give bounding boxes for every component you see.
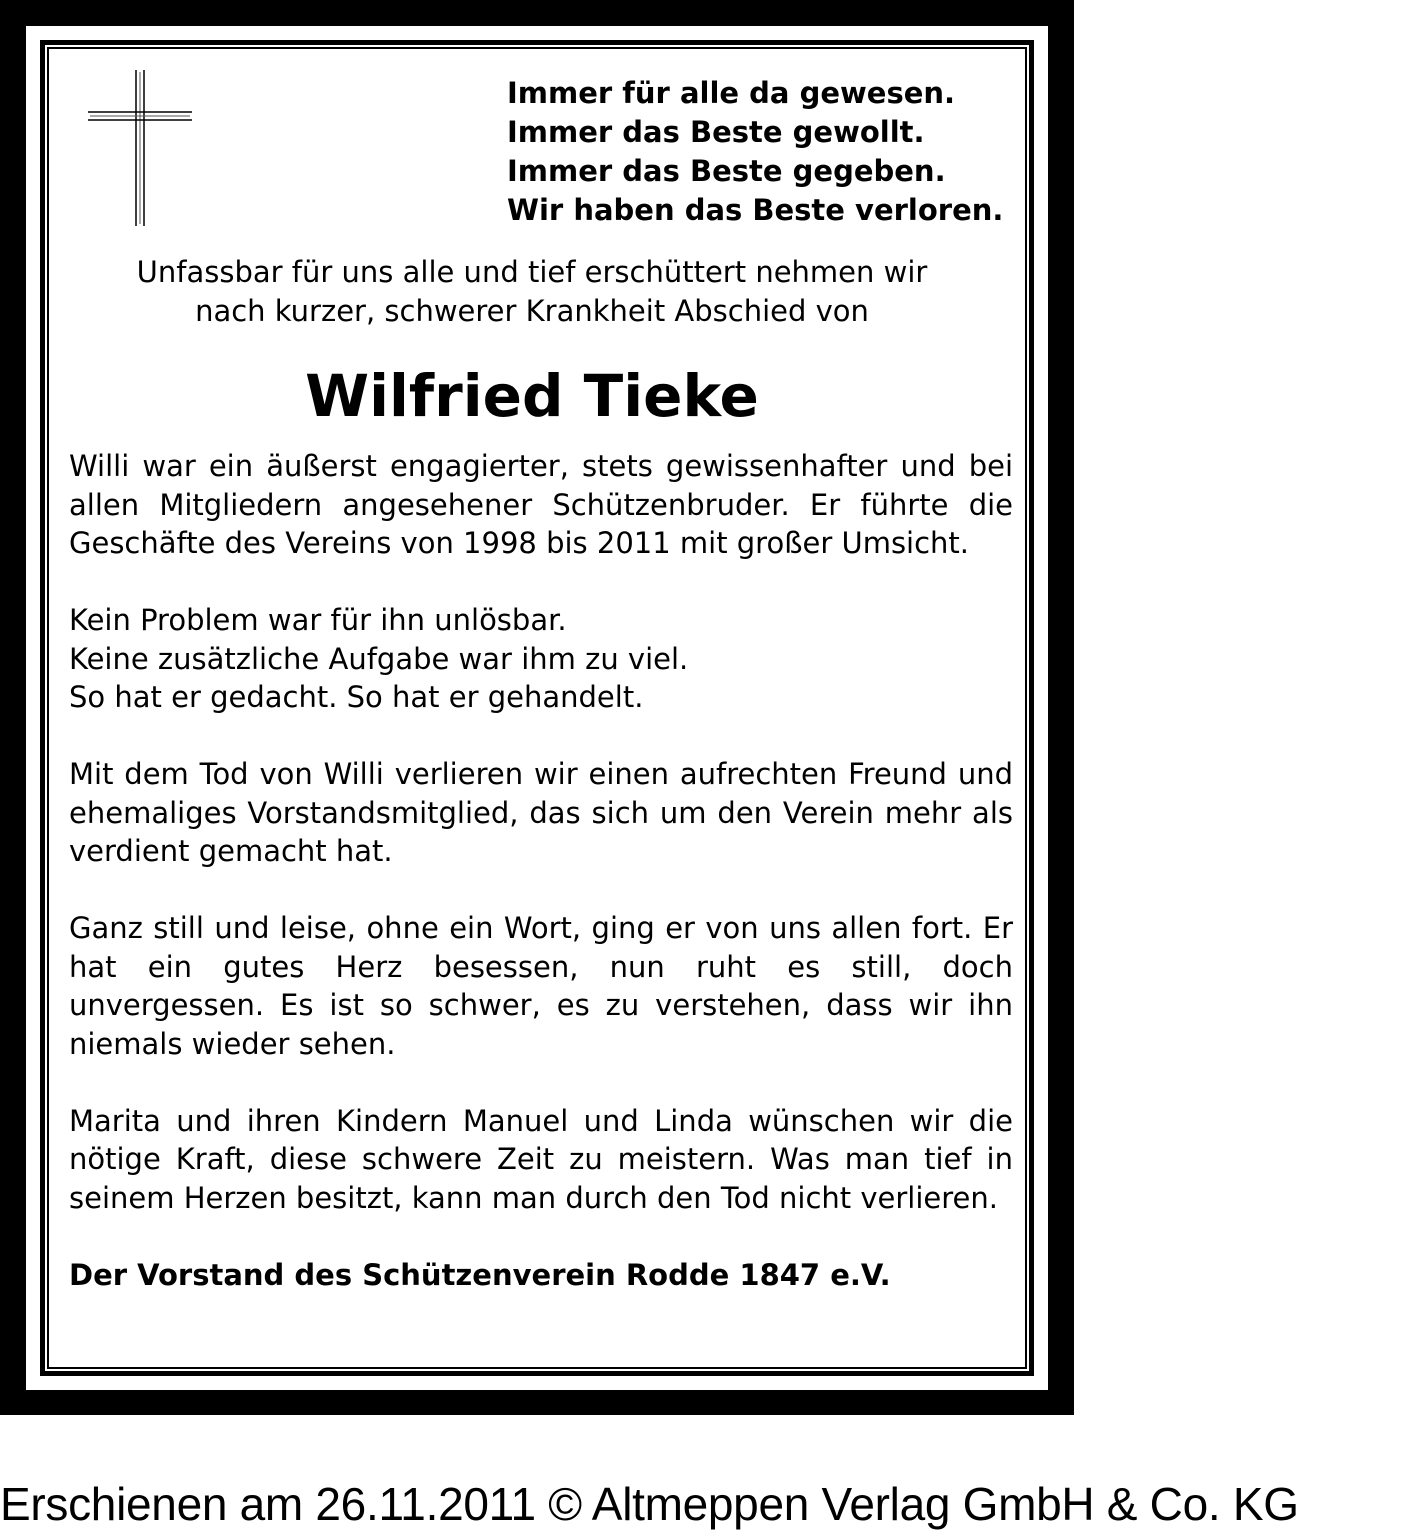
poem-line: Immer das Beste gewollt. [507,115,925,149]
paragraph-condolence: Marita und ihren Kindern Manuel und Linda wünschen wir die nötige Kraft, diese schwere Zeit zu meistern. Was man tief in seinem Herzen besitzt, kann man durch den Tod nicht verlieren. [69,1103,1013,1215]
publication-footer: Erschienen am 26.11.2011 © Altmeppen Verlag GmbH & Co. KG [0,1478,1299,1530]
paragraph-line: Keine zusätzliche Aufgabe war ihm zu viel. [69,641,689,676]
intro-text [60,253,1004,331]
paragraph-tribute: Willi war ein äußerst engagierter, stets gewissenhafter und bei allen Mitgliedern angesehener Schützenbruder. Er führte die Geschäfte des Vereins von 1998 bis 2011 mit großer Umsicht. [69,449,1013,560]
paragraph-friend: Mit dem Tod von Willi verlieren wir einen aufrechten Freund und ehemaliges Vorstandsmitglied, das sich um den Verein mehr als verdient gemacht hat. [69,757,1013,868]
poem-line: Immer für alle da gewesen. [507,76,956,110]
cross-icon [86,68,194,228]
signature: Der Vorstand des Schützenverein Rodde 1847 e.V. [69,1257,891,1292]
poem-line: Immer das Beste gegeben. [507,154,946,188]
intro-line: nach kurzer, schwerer Krankheit Abschied von [195,294,869,328]
paragraph-character [69,601,1013,717]
poem-block [507,74,1003,230]
deceased-name: Wilfried Tieke [305,362,759,430]
intro-line: Unfassbar für uns alle und tief erschüttert nehmen wir [136,255,928,289]
paragraph-line: Kein Problem war für ihn unlösbar. [69,603,567,637]
poem-line: Wir haben das Beste verloren. [507,193,1004,227]
paragraph-line: So hat er gedacht. So hat er gehandelt. [69,680,644,714]
paragraph-farewell: Ganz still und leise, ohne ein Wort, ging er von uns allen fort. Er hat ein gutes Herz besessen, nun ruht es still, doch unvergessen. Es ist so schwer, es zu verstehen, dass wir ihn niemals wieder sehen. [69,911,1013,1061]
obituary-body [69,447,1013,1294]
